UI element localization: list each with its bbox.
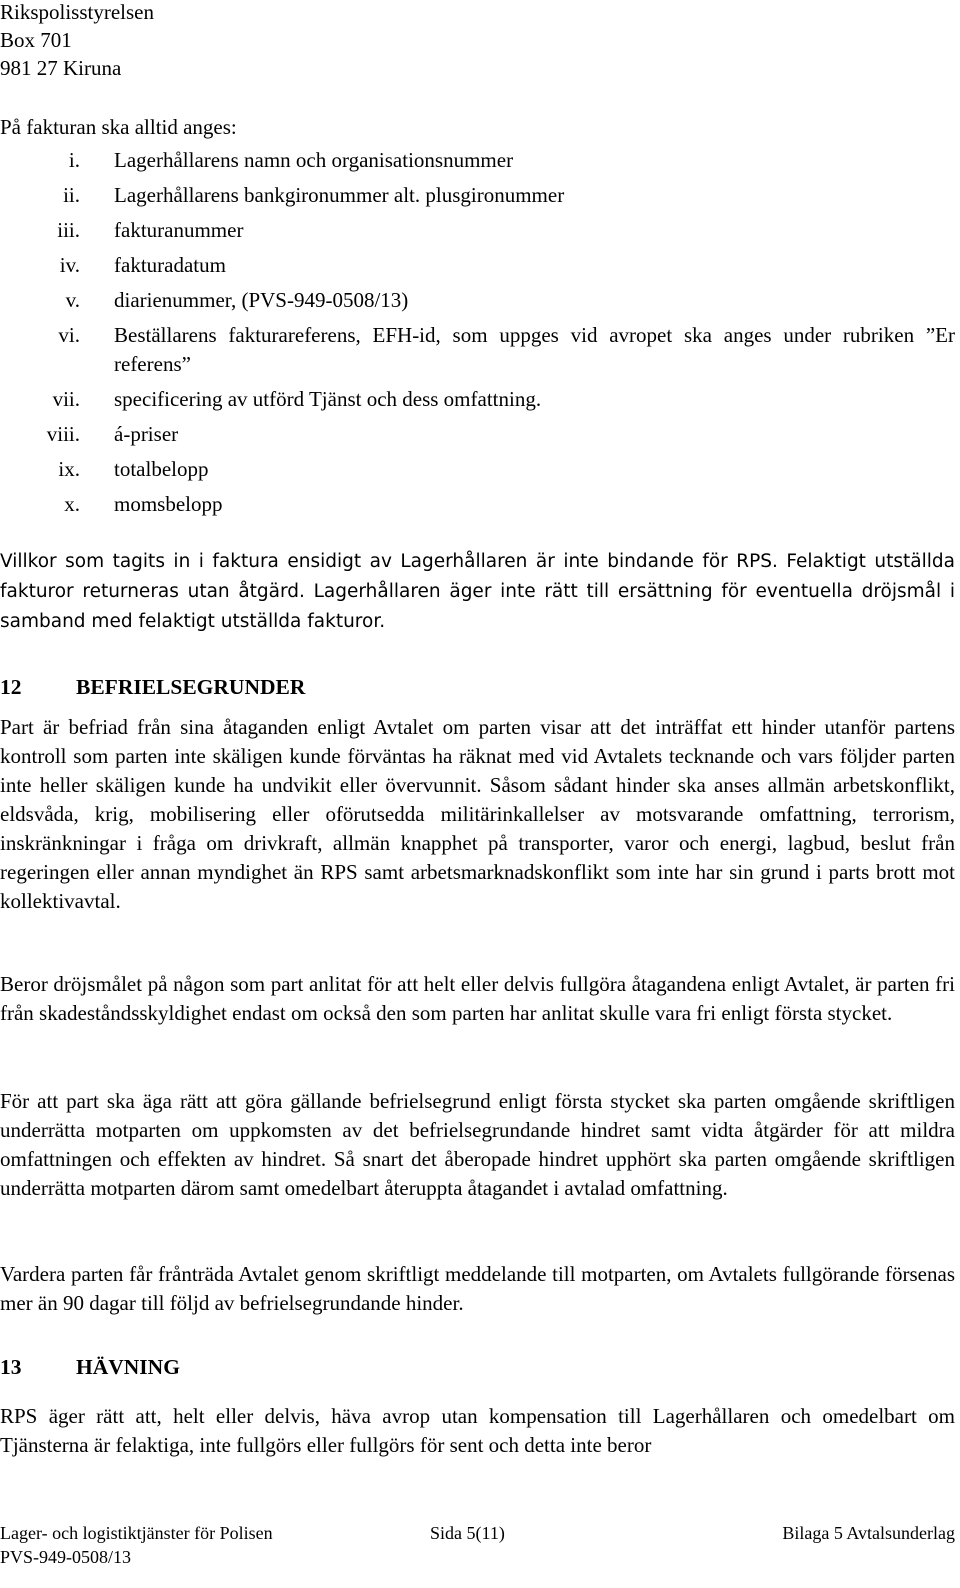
list-item xyxy=(0,181,955,210)
list-item-text: momsbelopp xyxy=(114,492,223,516)
list-item-text: totalbelopp xyxy=(114,457,209,481)
list-item xyxy=(0,286,955,315)
section-12-paragraph-4: Vardera parten får frånträda Avtalet genom skriftligt meddelande till motparten, om Avtalets fullgörande försenas mer än 90 dagar till följd av befrielsegrundande hinder. xyxy=(0,1262,955,1315)
list-item-number: iv. xyxy=(59,253,80,277)
section-title: BEFRIELSEGRUNDER xyxy=(76,675,306,699)
section-12-paragraph-1: Part är befriad från sina åtaganden enligt Avtalet om parten visar att det inträffat ett hinder utanför partens kontroll som parten inte skäligen kunde förväntas ha räknat med vid Avtalets tecknande och vars följder parten inte heller skäligen kunde ha undvikit eller övervunnit. Såsom sådant hinder ska anses allmän arbetskonflikt, eldsvåda, krig, mobilisering eller oförutsedda militärinkallelser av motsvarande omfattning, terrorism, inskränkningar i fråga om drivkraft, allmän knapphet på transporter, varor och energi, lagbud, beslut från regeringen eller annan myndighet än RPS samt arbetsmarknadskonflikt som inte har sin grund i parts brott mot kollektivavtal. xyxy=(0,715,955,913)
list-item-text: fakturanummer xyxy=(114,218,244,242)
section-12-paragraph-3: För att part ska äga rätt att göra gällande befrielsegrund enligt första stycket ska parten omgående skriftligen underrätta motparten om uppkomsten av det befrielsegrundande hindret samt vidta åtgärder för att mildra omfattningen och effekten av hindret. Så snart det åberopade hindret upphört ska parten omgående skriftligen underrätta motparten därom samt omedelbart återuppta åtagandet i avtalad omfattning. xyxy=(0,1089,955,1200)
list-item-number: vii. xyxy=(52,387,80,411)
list-item-number: i. xyxy=(68,148,80,172)
list-item-number: vi. xyxy=(58,323,80,347)
list-item-number: ix. xyxy=(58,457,80,481)
section-number: 12 xyxy=(0,675,22,699)
section-number: 13 xyxy=(0,1355,22,1379)
list-item-text: Lagerhållarens bankgironummer alt. plusgironummer xyxy=(114,183,565,207)
list-item-text: specificering av utförd Tjänst och dess omfattning. xyxy=(114,387,542,411)
list-item xyxy=(0,490,955,519)
list-item-text: diarienummer, (PVS-949-0508/13) xyxy=(114,288,409,312)
footer-attachment-label: Bilaga 5 Avtalsunderlag xyxy=(782,1523,955,1543)
page-footer xyxy=(0,1521,955,1567)
list-item xyxy=(0,455,955,484)
invoice-conditions-paragraph: Villkor som tagits in i faktura ensidigt av Lagerhållaren är inte bindande för RPS. Felaktigt utställda fakturor returneras utan åtgärd. Lagerhållaren äger inte rätt till ersättning för eventuella dröjsmål i samband med felaktigt utställda fakturor. xyxy=(0,551,955,632)
list-item xyxy=(0,216,955,245)
section-13-paragraph-1: RPS äger rätt att, helt eller delvis, häva avrop utan kompensation till Lagerhållaren och omedelbart om Tjänsterna är felaktiga, inte fullgörs eller fullgörs för sent och detta inte beror xyxy=(0,1404,955,1457)
address-line-box: Box 701 xyxy=(0,28,72,52)
list-item xyxy=(0,385,955,414)
list-item xyxy=(0,146,955,175)
list-item-text: fakturadatum xyxy=(114,253,226,277)
list-item xyxy=(0,251,955,280)
footer-page-number: Sida 5(11) xyxy=(430,1523,505,1543)
section-13-heading xyxy=(0,1353,180,1382)
list-item-number: viii. xyxy=(46,422,80,446)
list-item-text: Lagerhållarens namn och organisationsnummer xyxy=(114,148,514,172)
list-item-number: v. xyxy=(65,288,80,312)
section-12-heading xyxy=(0,673,305,702)
address-line-city: 981 27 Kiruna xyxy=(0,56,122,80)
list-item xyxy=(0,420,955,449)
invoice-requirements-intro: På fakturan ska alltid anges: xyxy=(0,115,237,139)
address-line-name: Rikspolisstyrelsen xyxy=(0,0,155,24)
list-item-number: iii. xyxy=(57,218,80,242)
recipient-address xyxy=(0,0,154,82)
list-item-text: á-priser xyxy=(114,422,179,446)
list-item-number: x. xyxy=(64,492,80,516)
list-item-text: Beställarens fakturareferens, EFH-id, som uppges vid avropet ska anges under rubriken ”Er referens” xyxy=(114,323,955,376)
invoice-requirements-list xyxy=(0,146,955,525)
list-item xyxy=(0,321,955,379)
section-title: HÄVNING xyxy=(76,1355,180,1379)
section-12-paragraph-2: Beror dröjsmålet på någon som part anlitat för att helt eller delvis fullgöra åtagandena enligt Avtalet, är parten fri från skadeståndsskyldighet endast om också den som parten har anlitat skulle vara fri enligt första stycket. xyxy=(0,972,955,1025)
footer-document-title: Lager- och logistiktjänster för Polisen xyxy=(0,1523,273,1543)
list-item-number: ii. xyxy=(63,183,80,207)
footer-reference-number: PVS-949-0508/13 xyxy=(0,1547,132,1567)
